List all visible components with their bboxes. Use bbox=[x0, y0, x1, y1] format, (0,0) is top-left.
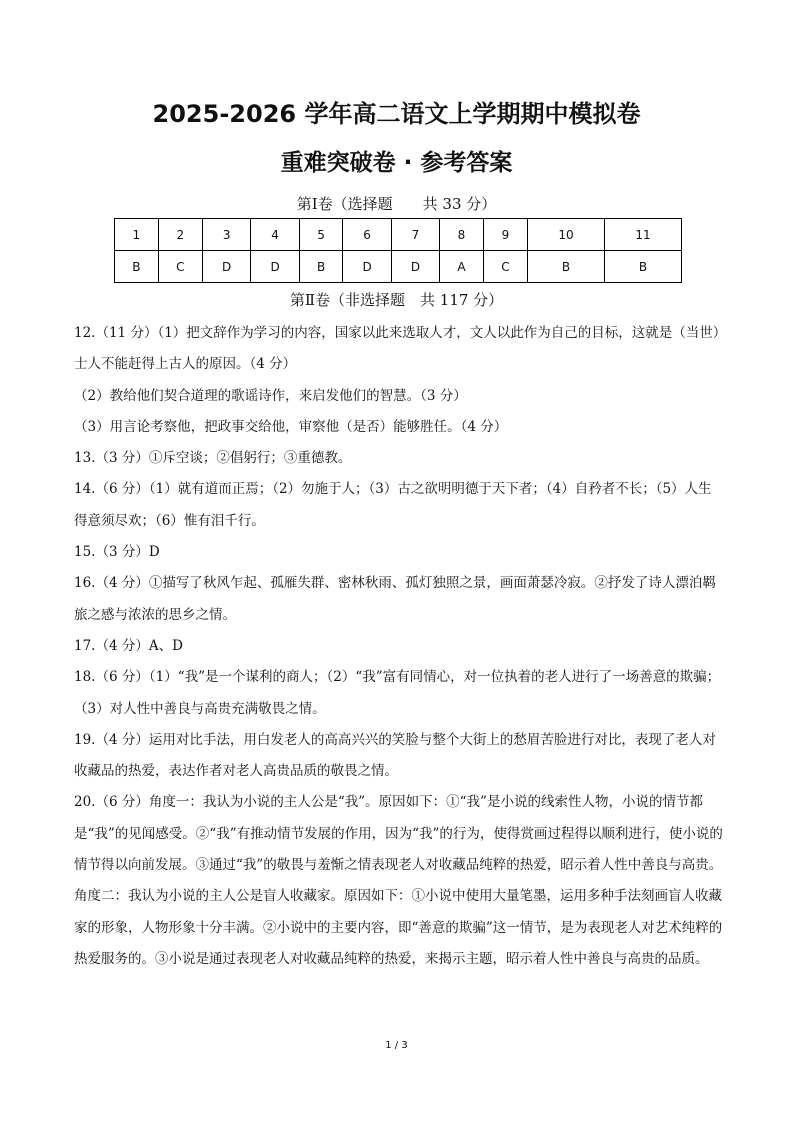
answer-paragraph: 16.（4 分）①描写了秋风乍起、孤雁失群、密林秋雨、孤灯独照之景，画面萧瑟冷寂。②抒发了诗人漂泊羁旅之感与浓浓的思乡之情。 bbox=[74, 575, 716, 623]
answer-cell: D bbox=[251, 251, 299, 283]
answer-paragraph: 14.（6 分）（1）就有道而正焉；（2）勿施于人；（3）古之欲明明德于天下者；（4）自矜者不长；（5）人生得意须尽欢；（6）惟有泪千行。 bbox=[74, 481, 712, 529]
question-number: 5 bbox=[299, 219, 343, 251]
question-number: 4 bbox=[251, 219, 299, 251]
section-1-heading: 第Ⅰ卷（选择题 共 33 分） bbox=[296, 195, 497, 213]
answer-paragraph: 13.（3 分）①斥空谈；②倡躬行；③重德教。 bbox=[74, 450, 352, 467]
answer-cell: C bbox=[158, 251, 202, 283]
section-2-heading: 第Ⅱ卷（非选择题 共 117 分） bbox=[289, 291, 504, 309]
answer-paragraph: 20.（6 分）角度一：我认为小说的主人公是“我”。原因如下：①“我”是小说的线索性人物，小说的情节都是“我”的见闻感受。②“我”有推动情节发展的作用，因为“我”的行为，使得赏画过程得以顺利进行，使小说的情节得以向前发展。③通过“我”的敬畏与羞惭之情表现老人对收藏品纯粹的热爱，昭示着人性中善良与高贵。 bbox=[74, 794, 723, 874]
answer-paragraph: 12.（11 分）（1）把文辞作为学习的内容，国家以此来选取人才，文人以此作为自己的目标，这就是（当世）士人不能赶得上古人的原因。（4 分） bbox=[74, 325, 720, 373]
answer-content bbox=[74, 318, 724, 975]
question-number-row bbox=[115, 219, 682, 251]
answer-cell: B bbox=[604, 251, 681, 283]
answer-cell: D bbox=[391, 251, 439, 283]
answer-cell: B bbox=[115, 251, 159, 283]
answer-paragraph: （2）教给他们契合道理的歌谣诗作，来启发他们的智慧。（3 分） bbox=[74, 387, 467, 404]
answer-table bbox=[114, 218, 682, 283]
answer-paragraph: 15.（3 分）D bbox=[74, 544, 160, 561]
answer-paragraph: 19.（4 分）运用对比手法，用白发老人的高高兴兴的笑脸与整个大街上的愁眉苦脸进行对比，表现了老人对收藏品的热爱，表达作者对老人高贵品质的敬畏之情。 bbox=[74, 731, 716, 780]
answer-paragraph: 18.（6 分）（1）“我”是一个谋利的商人；（2）“我”富有同情心，对一位执着的老人进行了一场善意的欺骗；（3）对人性中善良与高贵充满敬畏之情。 bbox=[74, 669, 721, 717]
question-number: 1 bbox=[115, 219, 159, 251]
question-number: 10 bbox=[528, 219, 605, 251]
answer-paragraph: 角度二：我认为小说的主人公是盲人收藏家。原因如下：①小说中使用大量笔墨，运用多种手法刻画盲人收藏家的形象，人物形象十分丰满。②小说中的主要内容，即“善意的欺骗”这一情节，是为表现老人对艺术纯粹的热爱服务的。③小说是通过表现老人对收藏品纯粹的热爱，来揭示主题，昭示着人性中善良与高贵的品质。 bbox=[74, 888, 723, 967]
answer-cell: C bbox=[483, 251, 527, 283]
answer-paragraph: （3）用言论考察他，把政事交给他，审察他（是否）能够胜任。（4 分） bbox=[74, 418, 508, 435]
page-number: 1 / 3 bbox=[385, 1040, 408, 1051]
question-number: 6 bbox=[343, 219, 391, 251]
answer-cell: B bbox=[528, 251, 605, 283]
answer-cell: D bbox=[343, 251, 391, 283]
page-subtitle: 重难突破卷 · 参考答案 bbox=[280, 150, 513, 176]
question-number: 8 bbox=[440, 219, 484, 251]
question-number: 3 bbox=[202, 219, 250, 251]
question-number: 9 bbox=[483, 219, 527, 251]
question-number: 11 bbox=[604, 219, 681, 251]
question-number: 2 bbox=[158, 219, 202, 251]
page-title: 2025-2026 学年高二语文上学期期中模拟卷 bbox=[152, 100, 641, 128]
answer-row bbox=[115, 251, 682, 283]
question-number: 7 bbox=[391, 219, 439, 251]
answer-cell: D bbox=[202, 251, 250, 283]
answer-cell: A bbox=[440, 251, 484, 283]
answer-cell: B bbox=[299, 251, 343, 283]
answer-paragraph: 17.（4 分）A、D bbox=[74, 637, 183, 654]
